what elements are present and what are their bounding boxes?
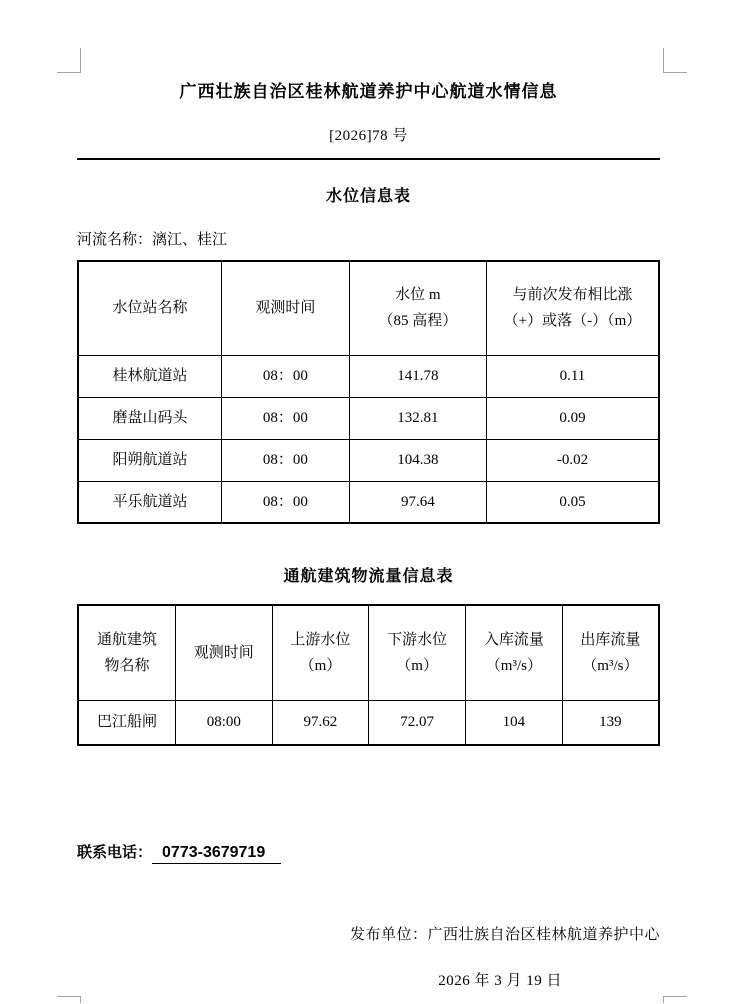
header-water-level-line1: 水位 m xyxy=(395,287,441,304)
header-upstream xyxy=(272,605,369,700)
time-cell: 08:00 xyxy=(176,700,272,745)
header-inflow-line2: （m³/s） xyxy=(485,657,542,674)
structure-name-cell: 巴江船闸 xyxy=(78,700,176,745)
crop-mark-bottom-left-h xyxy=(57,996,81,997)
contact-line xyxy=(77,842,660,864)
header-structure-name xyxy=(78,605,176,700)
header-downstream xyxy=(369,605,466,700)
crop-mark-top-right-v xyxy=(663,48,664,72)
header-obs-time xyxy=(222,261,350,355)
crop-mark-top-left-v xyxy=(80,48,81,72)
table-row xyxy=(78,397,659,439)
header-structure-name-line1: 通航建筑 xyxy=(97,631,158,648)
inflow-cell: 104 xyxy=(466,700,563,745)
change-cell: 0.11 xyxy=(486,355,659,397)
time-cell: 08：00 xyxy=(222,355,350,397)
header-change-line1: 与前次发布相比涨 xyxy=(512,287,633,304)
crop-mark-bottom-right-v xyxy=(663,996,664,1003)
header-water-level xyxy=(349,261,486,355)
header-inflow-line1: 入库流量 xyxy=(483,631,544,648)
change-cell: 0.05 xyxy=(486,481,659,523)
table-row xyxy=(78,481,659,523)
header-downstream-line2: （m） xyxy=(396,657,438,674)
upstream-cell: 97.62 xyxy=(272,700,369,745)
header-outflow-line1: 出库流量 xyxy=(580,631,641,648)
time-cell: 08：00 xyxy=(222,397,350,439)
water-level-table xyxy=(77,260,660,524)
crop-mark-bottom-right-h xyxy=(663,996,687,997)
station-cell: 磨盘山码头 xyxy=(78,397,222,439)
header-structure-name-line2: 物名称 xyxy=(104,657,150,674)
station-cell: 平乐航道站 xyxy=(78,481,222,523)
time-cell: 08：00 xyxy=(222,481,350,523)
level-cell: 141.78 xyxy=(349,355,486,397)
flow-table-header-row xyxy=(78,605,659,700)
table-row xyxy=(78,439,659,481)
header-upstream-line2: （m） xyxy=(299,657,342,674)
header-change-line2: （+）或落（-）（m） xyxy=(503,313,642,330)
header-flow-obs-time xyxy=(176,605,272,700)
change-cell: -0.02 xyxy=(486,439,659,481)
water-level-table-header-row xyxy=(78,261,659,355)
downstream-cell: 72.07 xyxy=(369,700,466,745)
header-downstream-line1: 下游水位 xyxy=(387,631,448,648)
header-upstream-line1: 上游水位 xyxy=(290,631,351,648)
header-obs-time-label: 观测时间 xyxy=(255,300,316,317)
header-outflow xyxy=(562,605,659,700)
header-inflow xyxy=(466,605,563,700)
table-row xyxy=(78,700,659,745)
publish-date: 2026 年 3 月 19 日 xyxy=(438,973,562,989)
outflow-cell: 139 xyxy=(562,700,659,745)
header-outflow-line2: （m³/s） xyxy=(582,657,639,674)
level-cell: 132.81 xyxy=(349,397,486,439)
water-level-section-title: 水位信息表 xyxy=(325,188,411,205)
crop-mark-bottom-left-v xyxy=(80,996,81,1003)
header-change xyxy=(486,261,659,355)
station-cell: 桂林航道站 xyxy=(78,355,222,397)
document-number: [2026]78 号 xyxy=(329,128,408,144)
header-water-level-line2: （85 高程） xyxy=(378,313,458,330)
flow-table xyxy=(77,604,660,746)
contact-phone: 0773-3679719 xyxy=(152,844,281,864)
publisher-line: 发布单位：广西壮族自治区桂林航道养护中心 xyxy=(349,927,660,943)
river-name-label: 河流名称：漓江、桂江 xyxy=(77,232,228,248)
header-station-label: 水位站名称 xyxy=(112,300,188,317)
change-cell: 0.09 xyxy=(486,397,659,439)
crop-mark-top-right-h xyxy=(663,72,687,73)
header-flow-obs-time-label: 观测时间 xyxy=(193,644,254,661)
header-divider-line xyxy=(77,158,660,160)
station-cell: 阳朔航道站 xyxy=(78,439,222,481)
contact-label: 联系电话： xyxy=(77,845,153,861)
header-station xyxy=(78,261,222,355)
document-title: 广西壮族自治区桂林航道养护中心航道水情信息 xyxy=(179,82,558,101)
table-row xyxy=(78,355,659,397)
level-cell: 97.64 xyxy=(349,481,486,523)
crop-mark-top-left-h xyxy=(57,72,81,73)
level-cell: 104.38 xyxy=(349,439,486,481)
flow-section-title: 通航建筑物流量信息表 xyxy=(283,568,454,585)
time-cell: 08：00 xyxy=(222,439,350,481)
